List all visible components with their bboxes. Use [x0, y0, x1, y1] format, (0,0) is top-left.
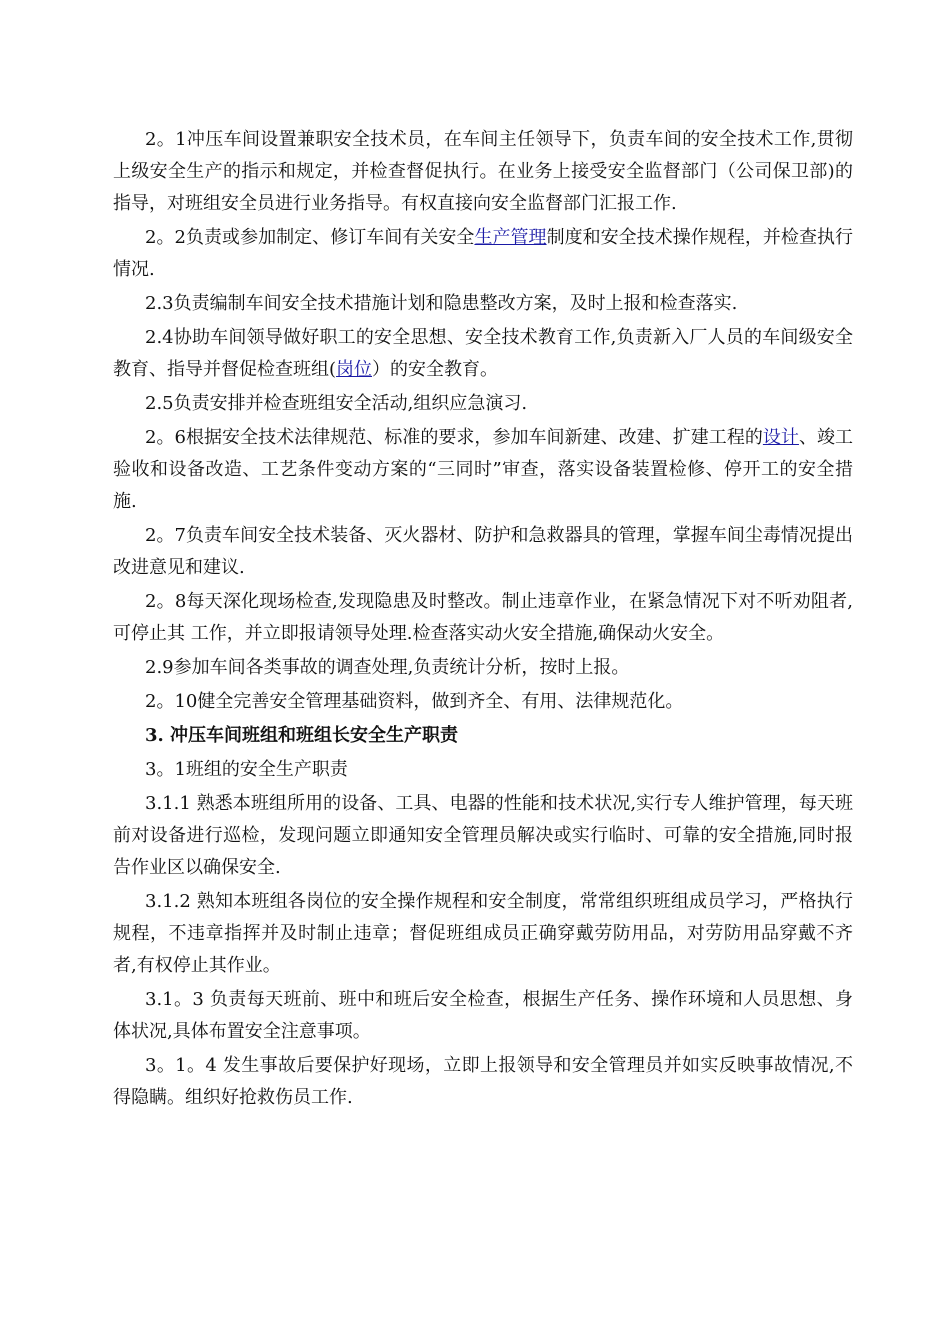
paragraph [113, 520, 853, 584]
paragraph [113, 388, 853, 420]
text-run: 2。10健全完善安全管理基础资料，做到齐全、有用、法律规范化。 [145, 691, 684, 712]
hyperlink[interactable]: 生产管理 [474, 227, 547, 248]
section-heading [113, 720, 853, 752]
document-page [113, 124, 853, 1116]
text-run: 3。1班组的安全生产职责 [145, 759, 348, 780]
paragraph [113, 124, 853, 220]
text-run: 2.4协助车间领导做好职工的安全思想、安全技术教育工作,负责新入厂人员的车间级安全教育、指导并督促检查班组( [113, 327, 853, 380]
text-run: 2。6根据安全技术法律规范、标准的要求，参加车间新建、改建、扩建工程的 [145, 427, 763, 448]
text-run: 2。2负责或参加制定、修订车间有关安全 [145, 227, 475, 248]
paragraph [113, 652, 853, 684]
text-run: 3.1。3 负责每天班前、班中和班后安全检查，根据生产任务、操作环境和人员思想、身体状况,具体布置安全注意事项。 [113, 989, 853, 1042]
paragraph [113, 222, 853, 286]
text-run: 3.1.1 熟悉本班组所用的设备、工具、电器的性能和技术状况,实行专人维护管理，每天班前对设备进行巡检，发现问题立即通知安全管理员解决或实行临时、可靠的安全措施,同时报告作业区以确保安全. [113, 793, 853, 878]
paragraph [113, 322, 853, 386]
text-run: ）的安全教育。 [372, 359, 499, 380]
text-run: 、竣工验收和设备改造、工艺条件变动方案的“三同时”审查，落实设备装置检修、停开工的安全措施. [113, 427, 854, 512]
paragraph [113, 754, 853, 786]
text-run: 2。7负责车间安全技术装备、灭火器材、防护和急救器具的管理，掌握车间尘毒情况提出改进意见和建议. [113, 525, 853, 578]
paragraph [113, 686, 853, 718]
text-run: 2.9参加车间各类事故的调查处理,负责统计分析，按时上报。 [145, 657, 630, 678]
text-run: 3.1.2 熟知本班组各岗位的安全操作规程和安全制度，常常组织班组成员学习，严格执行规程，不违章指挥并及时制止违章；督促班组成员正确穿戴劳防用品，对劳防用品穿戴不齐者,有权停止其作业。 [113, 891, 853, 976]
paragraph [113, 788, 853, 884]
text-run: 3. 冲压车间班组和班组长安全生产职责 [145, 725, 459, 746]
paragraph [113, 984, 853, 1048]
text-run: 制度和安全技术操作规程，并检查执行情况. [113, 227, 854, 280]
text-run: 2.3负责编制车间安全技术措施计划和隐患整改方案，及时上报和检查落实. [145, 293, 738, 314]
paragraph [113, 886, 853, 982]
hyperlink[interactable]: 岗位 [336, 359, 373, 380]
paragraph [113, 586, 853, 650]
paragraph [113, 422, 853, 518]
paragraph [113, 288, 853, 320]
paragraph [113, 1050, 853, 1114]
text-run: 2.5负责安排并检查班组安全活动,组织应急演习. [145, 393, 528, 414]
hyperlink[interactable]: 设计 [762, 427, 799, 448]
text-run: 2。8每天深化现场检查,发现隐患及时整改。制止违章作业，在紧急情况下对不听劝阻者,可停止其 工作，并立即报请领导处理.检查落实动火安全措施,确保动火安全。 [113, 591, 853, 644]
text-run: 3。1。4 发生事故后要保护好现场，立即上报领导和安全管理员并如实反映事故情况,不得隐瞒。组织好抢救伤员工作. [113, 1055, 853, 1108]
text-run: 2。1冲压车间设置兼职安全技术员，在车间主任领导下，负责车间的安全技术工作,贯彻上级安全生产的指示和规定，并检查督促执行。在业务上接受安全监督部门（公司保卫部)的指导，对班组安全员进行业务指导。有权直接向安全监督部门汇报工作. [113, 129, 853, 214]
